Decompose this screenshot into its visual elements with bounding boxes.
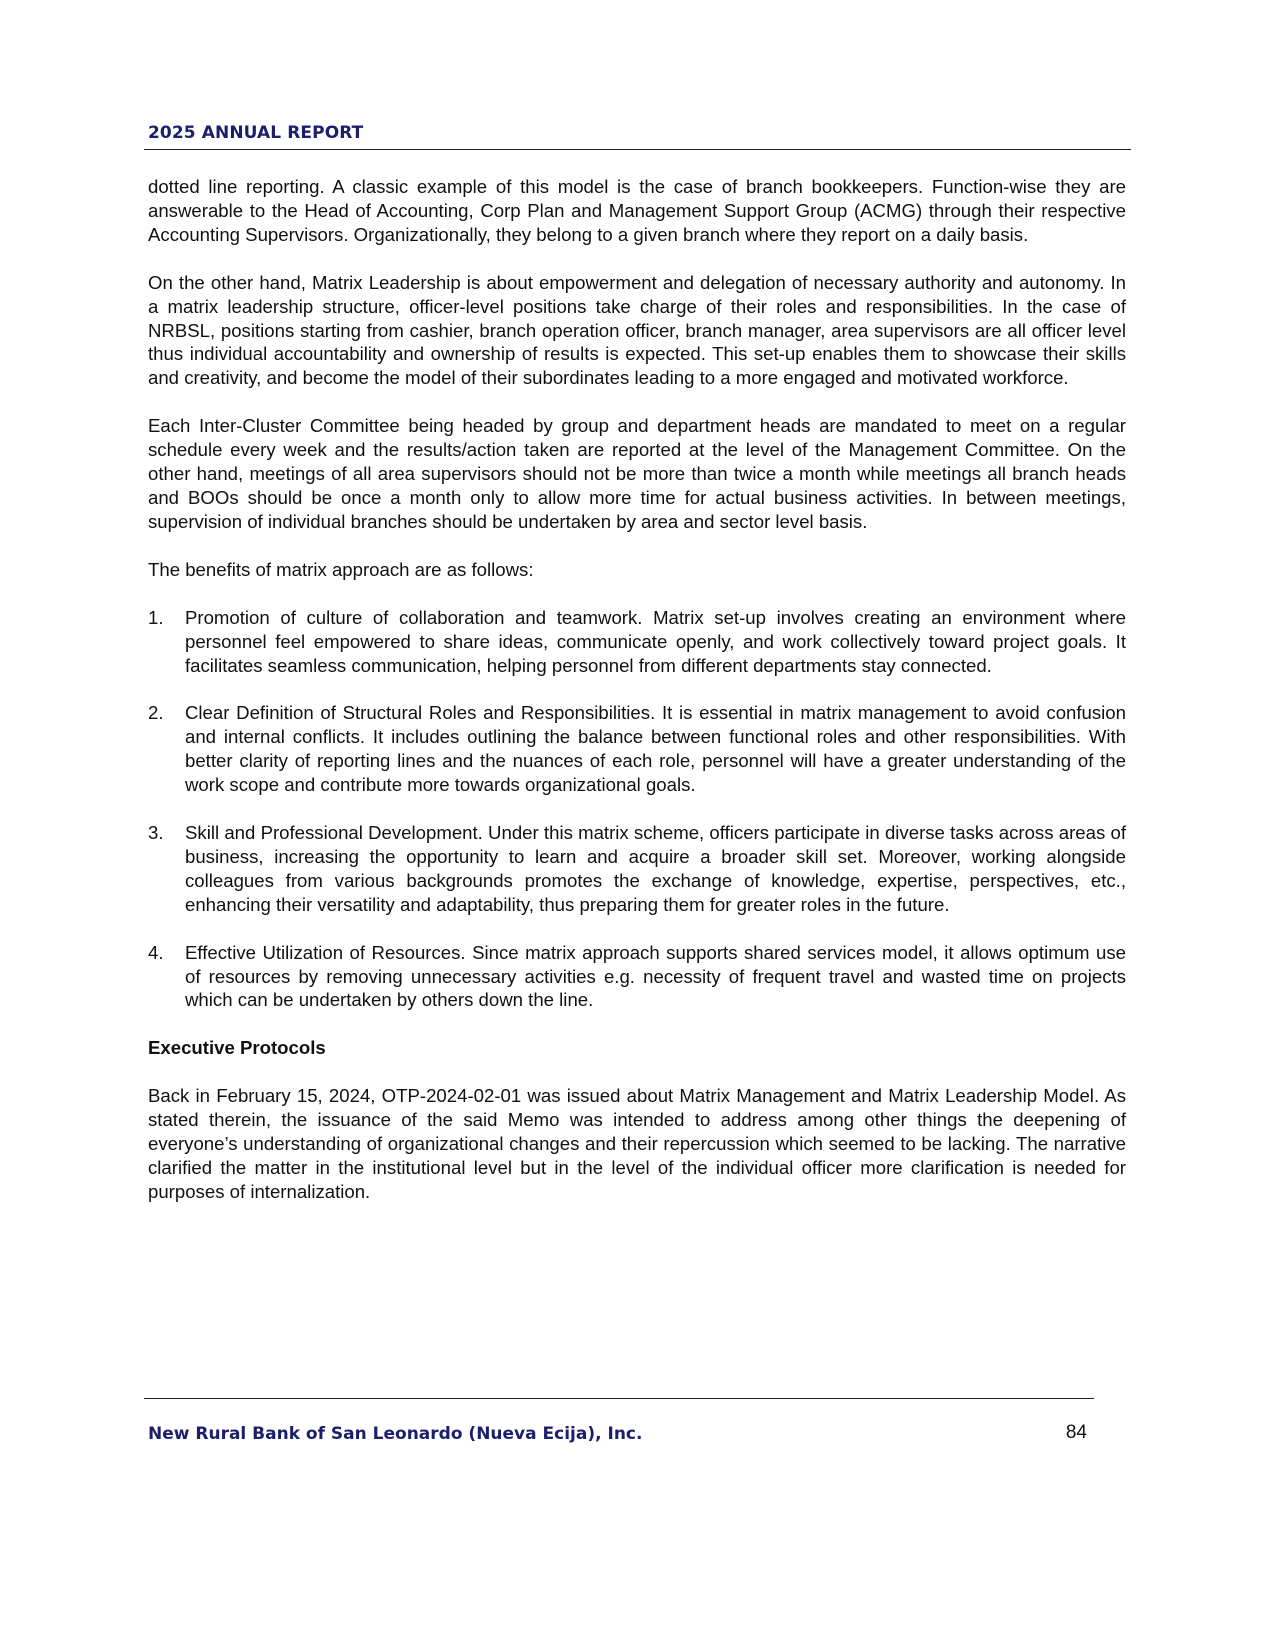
footer-divider xyxy=(144,1398,1094,1399)
footer-organization-name: New Rural Bank of San Leonardo (Nueva Ecija), Inc. xyxy=(148,1424,643,1444)
page-body xyxy=(148,175,1126,1204)
list-item-number: 3. xyxy=(148,822,164,844)
report-title: 2025 ANNUAL REPORT xyxy=(148,123,364,143)
list-item xyxy=(148,606,1126,678)
list-item xyxy=(148,701,1126,797)
list-item xyxy=(148,941,1126,1013)
list-item-text: Promotion of culture of collaboration and teamwork. Matrix set-up involves creating an environment where personnel feel empowered to share ideas, communicate openly, and work collectively toward project goals. It facilitates seamless communication, helping personnel from different departments stay connected. xyxy=(185,606,1126,676)
list-item-text: Effective Utilization of Resources. Since matrix approach supports shared services model, it allows optimum use of resources by removing unnecessary activities e.g. necessity of frequent travel and wasted time on projects which can be undertaken by others down the line. xyxy=(185,941,1126,1011)
paragraph-matrix-leadership: On the other hand, Matrix Leadership is about empowerment and delegation of necessary authority and autonomy. In a matrix leadership structure, officer-level positions take charge of their roles and responsibilities. In the case of NRBSL, positions starting from cashier, branch operation officer, branch manager, area supervisors are all officer level thus individual accountability and ownership of results is expected. This set-up enables them to showcase their skills and creativity, and become the model of their subordinates leading to a more engaged and motivated workforce. xyxy=(148,271,1126,389)
list-item-text: Clear Definition of Structural Roles and Responsibilities. It is essential in matrix management to avoid confusion and internal conflicts. It includes outlining the balance between functional roles and other responsibilities. With better clarity of reporting lines and the nuances of each role, personnel will have a greater understanding of the work scope and contribute more towards organizational goals. xyxy=(185,702,1126,796)
page-number: 84 xyxy=(1065,1422,1087,1443)
list-item xyxy=(148,821,1126,917)
header-divider xyxy=(144,149,1131,150)
paragraph-benefits-intro: The benefits of matrix approach are as follows: xyxy=(148,558,534,580)
paragraph-inter-cluster-committee: Each Inter-Cluster Committee being headed by group and department heads are mandated to meet on a regular schedule every week and the results/action taken are reported at the level of the Management Committee. On the other hand, meetings of all area supervisors should not be more than twice a month while meetings all branch heads and BOOs should be once a month only to allow more time for actual business activities. In between meetings, supervision of individual branches should be undertaken by area and sector level basis. xyxy=(148,415,1126,532)
benefits-list xyxy=(148,606,1126,1013)
list-item-number: 1. xyxy=(148,606,164,628)
list-item-number: 2. xyxy=(148,702,164,724)
section-heading-executive-protocols: Executive Protocols xyxy=(148,1037,326,1059)
list-item-text: Skill and Professional Development. Under this matrix scheme, officers participate in diverse tasks across areas of business, increasing the opportunity to learn and acquire a broader skill set. Moreover, working alongside colleagues from various backgrounds promotes the exchange of knowledge, expertise, perspectives, etc., enhancing their versatility and adaptability, thus preparing them for greater roles in the future. xyxy=(185,822,1126,915)
paragraph-dotted-line-reporting: dotted line reporting. A classic example of this model is the case of branch bookkeepers. Function-wise they are answerable to the Head of Accounting, Corp Plan and Management Support Group (ACMG) through their respective Accounting Supervisors. Organizationally, they belong to a given branch where they report on a daily basis. xyxy=(148,176,1126,245)
list-item-number: 4. xyxy=(148,941,164,963)
paragraph-executive-protocols: Back in February 15, 2024, OTP-2024-02-01 was issued about Matrix Management and Matrix Leadership Model. As stated therein, the issuance of the said Memo was intended to address among other things the deepening of everyone’s understanding of organizational changes and their repercussion which seemed to be lacking. The narrative clarified the matter in the institutional level but in the level of the individual officer more clarification is needed for purposes of internalization. xyxy=(148,1085,1126,1202)
